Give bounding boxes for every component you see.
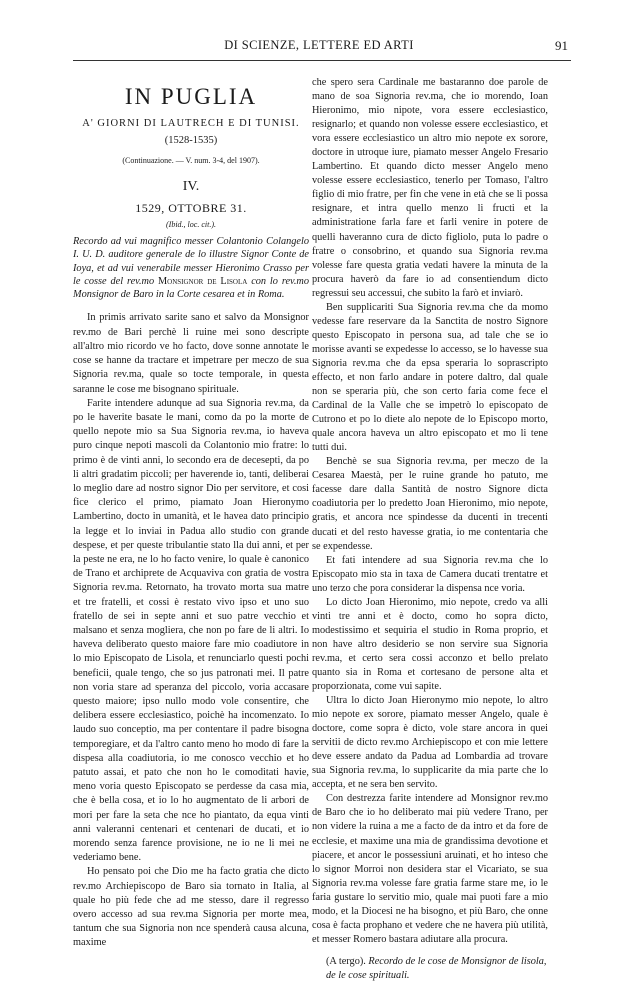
paragraph: Et fati intendere ad sua Signoria rev.ma che lo Episcopato mio sta in taxa de Camera ducati trentatre et uno terzo che pora considerar la dispensa nce voria. [312, 554, 548, 594]
tergo-text: Recordo de le cose de Monsignor de lisola, de le cose spirituali. [326, 955, 547, 981]
paragraph: Ben supplicariti Sua Signoria rev.ma che da momo vedesse fare reservare da la Sanctita de nostro Signore questo Episcopato in persona sua, ad tale che se io morisse avanti se expedesse lo accesso, se lo havesse sua Signoria rev.ma che da epsa speraria lo soprascripto effecto, et non farlo andare in potere daltro, dal quale non se speraria più, che son certo faria come fece el Cardinal de la Valle che se impetrò lo episcopato de Cutrono et po lo diete alo nepote de lo Episcopo morto, quale ancora haveva un altro episcopato et mo li tene tutti dui. [312, 301, 548, 454]
paragraph: Farite intendere adunque ad sua Signoria rev.ma, da po le haverite basate le mani, como da po la morte de quello nepote mio sa Sua Signoria rev.ma, io haveva puro cinque nepoti mascoli da Colantonio mio fratre: lo primo è de vinti anni, lo secondo era de decesepti, da po li altri gradatim piccoli; per haverende io, tanti, deliberai lo meglio dare ad nostro signor Dio per servitore, et cosi fice clerico el primo, piamato Joan Hieronymo Lambertino, docto in umanità, et le havea dato principio la legge et lo inviai in Padua allo studio con grande despese, et per queste tribulantie stato lla dui anni, et per la peste ne era, ne lo ho facto venire, lo quale è canonico de Trano et archiprete de Acquaviva con gratia de vostra Signoria rev.ma. Retornato, ha trovato morta sua matre et tre fratelli, et cossi è restato vivo ipso et uno suo fratello de sei in septe anni et suo patre vecchio et malsano et senza mogliera, che non po fare de li altri. Io haveva deliberato questo maiore fare mio coadiutore in lo mio Episcopato de Lisola, et renunciarlo questi pochi beneficii, quale tengo, che so jus patronati mei. Il patre non voria stare ad speranza del piccolo, voria accasare questo maiore; ipso nullo modo vole consentire, che delibera essere ecclesiastico, poichè ha incomenzato. Io laudo suo conceptio, ma per contentare il padre bisogna temporegiare, et da l'altro canto meno ho modo di fare la dispesa alla coadiutoria, io me conosco vecchio et ho patuto assai, et pato che non ho le comoditati havie, meno voria questo Episcopato se perdesse da casa mia, che è bella cosa, et io lo ho augmentato de li arbori de mori per fare la seta che nce ho piantato, da equa vinti anni valeranni centenari et centenari de ducati, et io morendo senza farence provisione, ne io ne li mei ne vederiamo bene. [73, 397, 309, 864]
running-head [0, 38, 638, 60]
right-column [312, 76, 548, 983]
summary-part-a: Recordo ad vui magnifico messer Colantonio Colangelo I. U. D. auditore generale de lo illustre Signor Conte de Ioya, et ad vui venerabile messer Hieronimo Crasso per le cosse del rev.mo [73, 236, 309, 287]
running-title: DI SCIENZE, LETTERE ED ARTI [224, 38, 414, 52]
document-summary [73, 235, 309, 301]
summary-part-b: con lo rev.mo Monsignor de Baro in la Corte cesarea et in Roma. [73, 275, 309, 301]
header-rule [73, 60, 571, 61]
left-body [73, 311, 309, 950]
paragraph: Ultra lo dicto Joan Hieronymo mio nepote, lo altro mio nepote ex sorore, piamato messer Angelo, quale è doctore, come sopra è dicto, vole stare ancora in quei servitii de dicto rev.mo Archiepiscopo et con mie lettere deve essere andato da Padua ad Lombardia ad trovare sua Signoria rev.ma, lo supplicarite da mia parte che lo accepta, et ne sera ben servito. [312, 695, 548, 791]
section-number: IV. [182, 179, 200, 194]
summary-smallcaps: Monsignor de Lisola [158, 275, 248, 287]
document-date: 1529, OTTOBRE 31. [135, 201, 247, 215]
left-column [73, 76, 309, 951]
tergo-prefix: (A tergo). [326, 955, 369, 967]
paragraph: che spero sera Cardinale me bastaranno doe parole de mano de soa Signoria rev.ma, che io morendo, Ioan Hieronimo, mio nipote, vora essere ecclesiastico, resignarlo; et quando non volesse essere ecclesiastico, et vora essere ecclesiastico un altro mio nepote ex sorore, doctore in utroque iure, piamato messer Angelo Fresario Lambertino. Et quando dicto messer Angelo meno volesse essere ecclesiastico, tenerlo per Tomaso, l'altro figlio di mio fratre, per fin che vene in età che se li possa resignare, et intra quello menzo li fructi et la administratione farla fare et farli venire in potere de quelli haveranno cura de dicto figliolo, puta lo padre o fratre o consobrino, et quando sua Signoria rev.ma volesse fare questa gratia vedati havere la minuta de la procura haverò da fare io ad consentiendum dicto regressui seu accessui, che subito la farò et inviarò. [312, 77, 548, 299]
continuation-note: (Continuazione. — V. num. 3-4, del 1907). [122, 156, 260, 165]
source-note: (Ibid., loc. cit.). [166, 220, 216, 229]
paragraph: In primis arrivato sarite sano et salvo da Monsignor rev.mo de Bari perchè li ruine mei sono descripte all'altro mio ricordo ve ho facto, dove sonne annotate le cose se hanne da tractare et impetrare per meczo de sua Signoria rev.ma, quale so tocte temporale, in questa saranne le cose me bisognano spirituale. [73, 312, 309, 395]
right-body [312, 76, 548, 947]
paragraph: Benchè se sua Signoria rev.ma, per meczo de la Cesarea Maestà, per le ruine grande ho patuto, me facesse dare dalla Santità de nostro Signore dicta coadiutoria per lo predetto Joan Hieronimo, mio nepote, gratis, et ancora nce spindesse da ducenti in trecenti ducati et del resto havesse gratia, io me contentaria che se expendesse. [312, 456, 548, 552]
paragraph: Con destrezza farite intendere ad Monsignor rev.mo de Baro che io ho deliberato mai più vedere Trano, per non videre la ruina a me a facto de da intro et da fore de ecclesie, et maxime una mia de grandissima devotione et piacere, et ancor le possessiuni aruinati, et ho inteso che lo signor Morroi non desidera star el Vicariato, se sua Signoria rev.ma volesse fare gratia farme stare me, io le faria gustare lo servitio mio, quale mai puoti fare a mio modo, et la Diocesi ne ha bisogno, et più Baro, che onne cosa è facta prophano et vedere che ne havera più utilità, et messer Romero bastara adiutare alla procura. [312, 793, 548, 945]
article-subtitle: A' GIORNI DI LAUTRECH E DI TUNISI. [82, 118, 300, 129]
page-number: 91 [555, 38, 568, 53]
article-years: (1528-1535) [164, 135, 218, 146]
paragraph: Ho pensato poi che Dio me ha facto gratia che dicto rev.mo Archiepiscopo de Baro sia tornato in Italia, al quale ho più fede che ad me stesso, dare il regresso overo accesso ad sua rev.ma Signoria per morte mea, tantum che sua Signoria non nce spenderà causa alcuna, maxime [73, 866, 309, 949]
tergo-note [312, 955, 548, 983]
paragraph: Lo dicto Joan Hieronimo, mio nepote, credo va alli vinti tre anni et è docto, como ho sopra dicto, modestissimo et sequiria el studio in Roma proprio, et non have altro desiderio se non servire sua Signoria rev.ma, et certo sera cossi acconzo et bello prelato quanto sia in Roma et cortesano de persone alta et proporzionata, come vui sapite. [312, 596, 548, 693]
article-title: IN PUGLIA [124, 84, 258, 109]
